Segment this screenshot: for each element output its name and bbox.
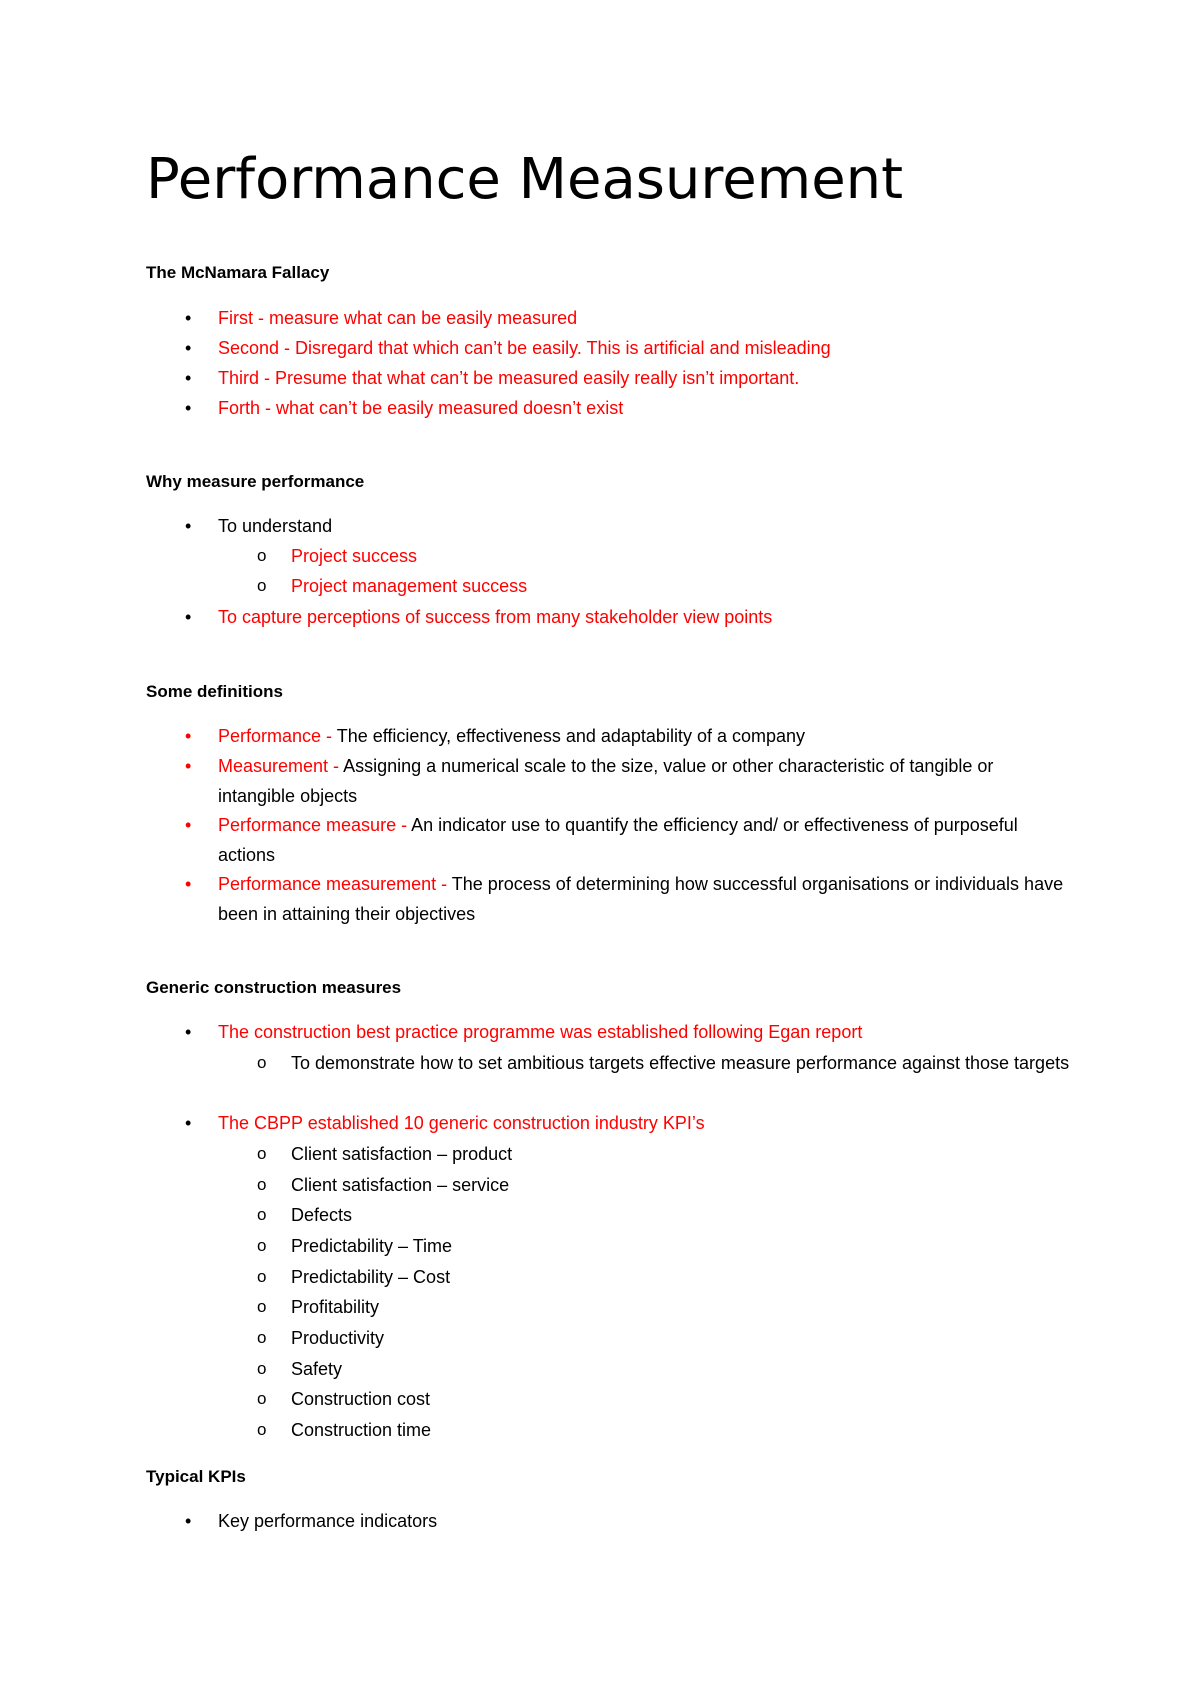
- kpi-text: Safety: [291, 1359, 343, 1379]
- sub-bullet-marker: o: [257, 1144, 267, 1163]
- sub-list-item: [257, 571, 1081, 601]
- definition-term: Measurement -: [218, 756, 344, 776]
- bullet-marker: •: [185, 368, 192, 388]
- kpi-list-item: [257, 1292, 1081, 1322]
- sub-bullet-marker: o: [257, 1205, 267, 1224]
- definition-term: Performance measurement -: [218, 874, 452, 894]
- bullet-marker: •: [185, 607, 192, 627]
- sub-bullet-marker: o: [257, 1175, 267, 1194]
- sub-list-item: [257, 541, 1081, 571]
- definition-text: The efficiency, effectiveness and adaptability of a company: [336, 726, 805, 746]
- list-item: [185, 1506, 1068, 1536]
- kpi-text: Profitability: [291, 1297, 380, 1317]
- sub-bullet-marker: o: [257, 1389, 267, 1408]
- definition-text: The process of determining how successful organisations or individuals have been in attaining their objectives: [218, 874, 1064, 924]
- bullet-marker: •: [185, 308, 192, 328]
- list-item-text: Forth - what can’t be easily measured doesn’t exist: [218, 398, 624, 418]
- kpi-list-item: [257, 1323, 1081, 1353]
- sub-bullet-marker: o: [257, 1420, 267, 1439]
- kpi-list-item: [257, 1384, 1081, 1414]
- list-item: [185, 393, 1068, 423]
- kpi-text: Predictability – Time: [291, 1236, 453, 1256]
- sub-bullet-marker: o: [257, 1053, 267, 1072]
- list-item-text: Second - Disregard that which can’t be easily. This is artificial and misleading: [218, 338, 831, 358]
- list-item: [185, 363, 1068, 393]
- kpi-text: Client satisfaction – product: [291, 1144, 513, 1164]
- kpi-list-item: [257, 1139, 1081, 1169]
- list-item-text: To capture perceptions of success from many stakeholder view points: [218, 607, 773, 627]
- list-item-text: The construction best practice programme was established following Egan report: [218, 1022, 863, 1042]
- list-item: [185, 1017, 1068, 1047]
- list-item-text: First - measure what can be easily measured: [218, 308, 578, 328]
- bullet-marker: •: [185, 1022, 192, 1042]
- sub-list-item-text: Project success: [291, 546, 418, 566]
- list-item: [185, 511, 1068, 541]
- definition-item: [185, 721, 1068, 751]
- kpi-list-item: [257, 1231, 1081, 1261]
- definition-text: Assigning a numerical scale to the size, value or other characteristic of tangible or intangible objects: [218, 756, 994, 806]
- section-heading-definitions: Some definitions: [146, 682, 283, 701]
- kpi-list-item: [257, 1262, 1081, 1292]
- sub-bullet-marker: o: [257, 1359, 267, 1378]
- sub-list-item-text: To demonstrate how to set ambitious targets effective measure performance against those targets: [291, 1053, 1070, 1073]
- kpi-text: Construction time: [291, 1420, 432, 1440]
- definition-term: Performance -: [218, 726, 337, 746]
- bullet-marker: •: [185, 398, 192, 418]
- kpi-text: Construction cost: [291, 1389, 431, 1409]
- definition-item: [185, 869, 1068, 929]
- sub-list-item: [257, 1048, 1081, 1078]
- kpi-text: Predictability – Cost: [291, 1267, 451, 1287]
- list-item-text: Key performance indicators: [218, 1511, 438, 1531]
- kpi-text: Client satisfaction – service: [291, 1175, 510, 1195]
- list-item: [185, 303, 1068, 333]
- kpi-list-item: [257, 1170, 1081, 1200]
- section-heading-generic: Generic construction measures: [146, 978, 402, 997]
- bullet-marker: •: [185, 874, 192, 894]
- sub-bullet-marker: o: [257, 1328, 267, 1347]
- kpi-list-item: [257, 1415, 1081, 1445]
- kpi-list-item: [257, 1354, 1081, 1384]
- list-item-text: The CBPP established 10 generic construction industry KPI’s: [218, 1113, 705, 1133]
- list-item: [185, 333, 1068, 363]
- list-item-text: Third - Presume that what can’t be measured easily really isn’t important.: [218, 368, 800, 388]
- definition-item: [185, 810, 1068, 870]
- list-item: [185, 602, 1068, 632]
- bullet-marker: •: [185, 815, 192, 835]
- sub-bullet-marker: o: [257, 1297, 267, 1316]
- kpi-list-item: [257, 1200, 1081, 1230]
- definition-text: An indicator use to quantify the efficiency and/ or effectiveness of purposeful actions: [218, 815, 1018, 865]
- section-heading-why: Why measure performance: [146, 472, 365, 491]
- list-item: [185, 1108, 1068, 1138]
- sub-bullet-marker: o: [257, 1267, 267, 1286]
- bullet-marker: •: [185, 338, 192, 358]
- kpi-text: Defects: [291, 1205, 353, 1225]
- definition-item: [185, 751, 1068, 811]
- sub-bullet-marker: o: [257, 1236, 267, 1255]
- bullet-marker: •: [185, 1511, 192, 1531]
- bullet-marker: •: [185, 726, 192, 746]
- list-item-text: To understand: [218, 516, 333, 536]
- bullet-marker: •: [185, 516, 192, 536]
- kpi-text: Productivity: [291, 1328, 385, 1348]
- definition-term: Performance measure -: [218, 815, 412, 835]
- bullet-marker: •: [185, 756, 192, 776]
- sub-list-item-text: Project management success: [291, 576, 528, 596]
- sub-bullet-marker: o: [257, 576, 267, 595]
- bullet-marker: •: [185, 1113, 192, 1133]
- document-title: Performance Measurement: [146, 147, 904, 212]
- section-heading-typical: Typical KPIs: [146, 1467, 246, 1486]
- sub-bullet-marker: o: [257, 546, 267, 565]
- section-heading-mcnamara: The McNamara Fallacy: [146, 263, 330, 282]
